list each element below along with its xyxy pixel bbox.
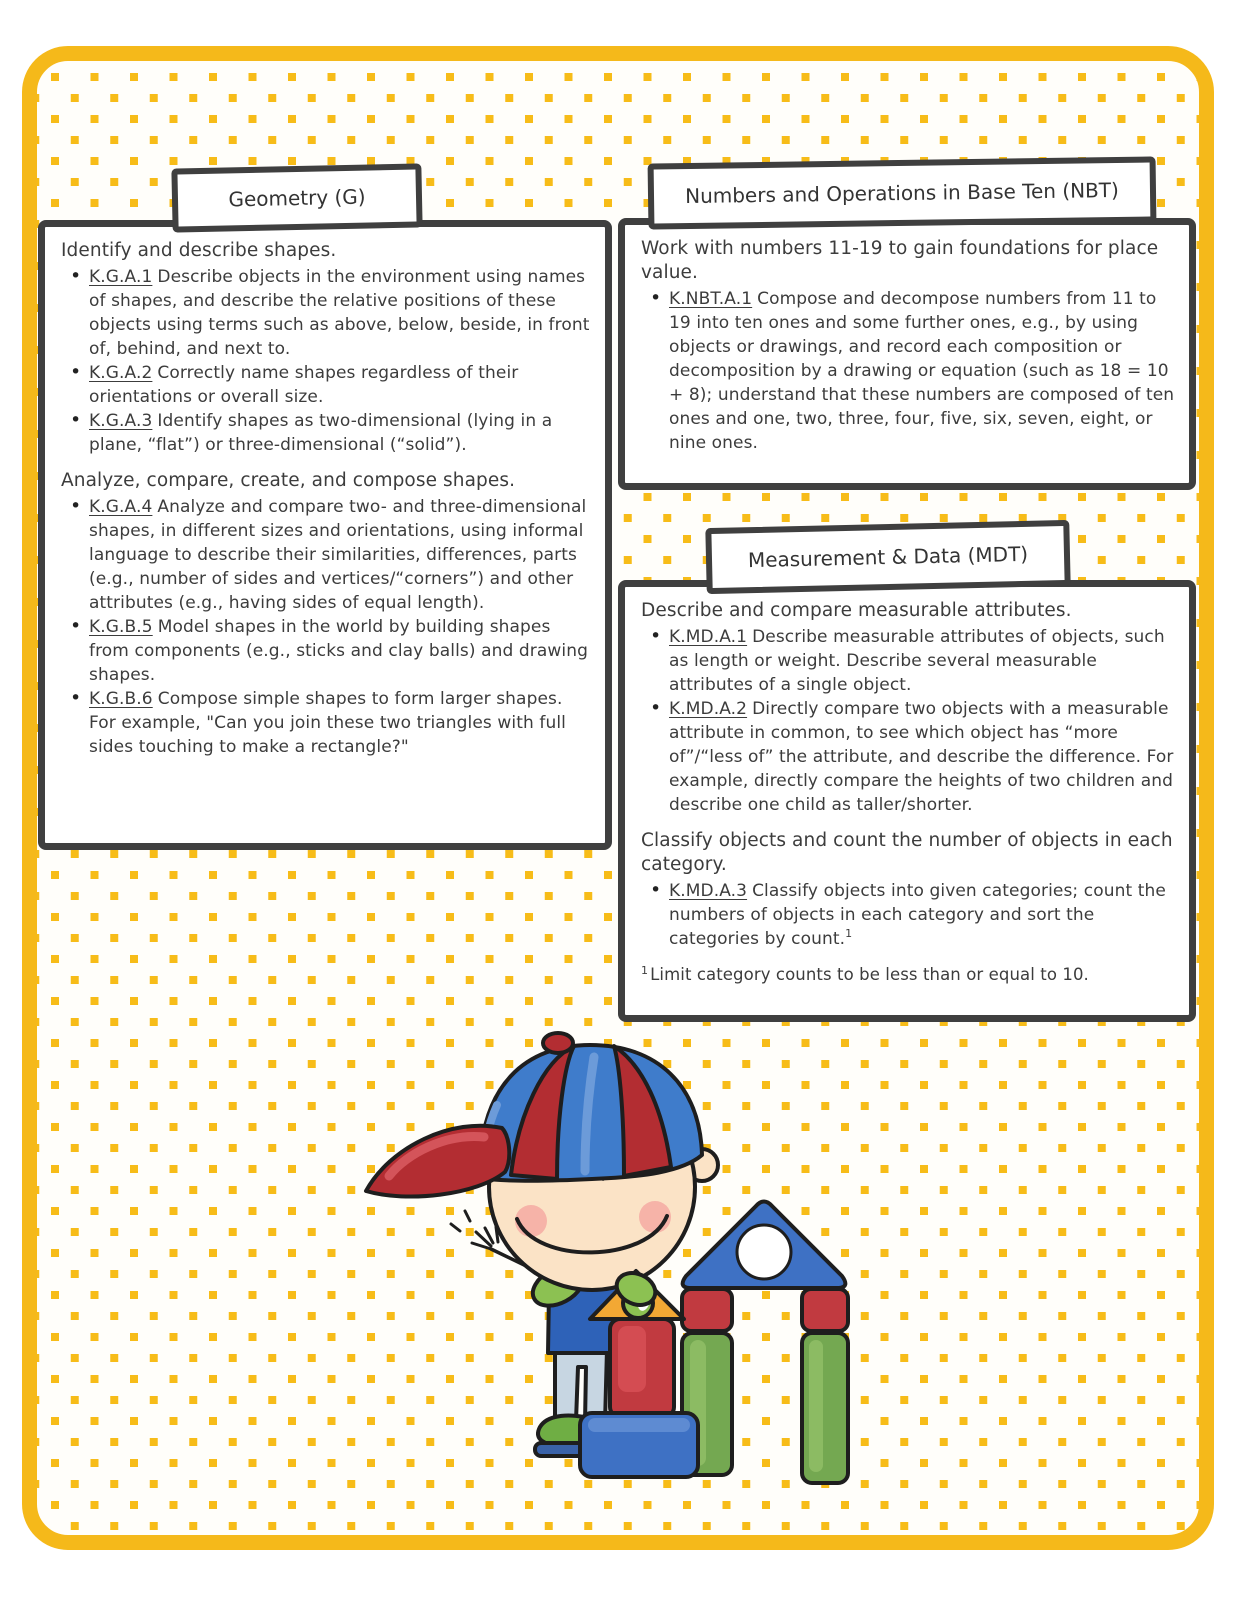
- geometry-cluster-analyze: [61, 469, 591, 759]
- standard-text: Compose simple shapes to form larger shapes. For example, "Can you join these two triangles with full sides touching to make a rectangle?": [89, 689, 566, 757]
- standard-item: [641, 287, 1175, 455]
- footnote-text: Limit category counts to be less than or equal to 10.: [650, 965, 1089, 984]
- standard-code: K.MD.A.3: [669, 881, 748, 901]
- standard-text: Compose and decompose numbers from 11 to 19 into ten ones and some further ones, e.g., by using objects or drawings, and record each composition or decomposition by a drawing or equation (such as 18 = 10 + 8); understand that these numbers are composed of ten ones and one, two, three, four, five, six, seven, eight, or nine ones.: [669, 289, 1175, 453]
- nbt-tab-label: Numbers and Operations in Base Ten (NBT): [684, 177, 1120, 209]
- standard-code: K.G.A.2: [89, 363, 153, 383]
- mdt-tab: [705, 520, 1070, 594]
- standard-text: Correctly name shapes regardless of their orientations or overall size.: [89, 363, 519, 407]
- cluster-heading: Analyze, compare, create, and compose shapes.: [61, 470, 516, 491]
- standard-item: [61, 265, 591, 361]
- standard-item: [61, 615, 591, 687]
- standard-item: [61, 495, 591, 615]
- geometry-tab: [171, 163, 422, 232]
- standard-code: K.G.A.4: [89, 497, 153, 517]
- nbt-cluster-place-value: [641, 237, 1175, 455]
- standard-code: K.MD.A.1: [669, 627, 748, 647]
- nbt-tab: [648, 156, 1157, 229]
- geometry-cluster-identify: [61, 239, 591, 457]
- standard-code: K.G.B.6: [89, 689, 153, 709]
- mdt-section: [618, 580, 1196, 1022]
- waving-hand: [451, 1211, 498, 1249]
- footnote-marker: 1: [845, 927, 853, 941]
- geometry-tab-label: Geometry (G): [228, 184, 366, 212]
- standard-item: [61, 409, 591, 457]
- mdt-tab-label: Measurement & Data (MDT): [747, 541, 1029, 573]
- standard-text: Identify shapes as two-dimensional (lying in a plane, “flat”) or three-dimensional (“solid”).: [89, 411, 553, 455]
- geometry-section: [38, 220, 612, 850]
- standard-text: Describe objects in the environment using names of shapes, and describe the relative positions of these objects using terms such as above, below, beside, in front of, behind, and next to.: [89, 267, 590, 359]
- nbt-content: [625, 225, 1189, 455]
- cluster-heading: Describe and compare measurable attributes.: [641, 600, 1072, 621]
- standard-text: Classify objects into given categories; count the numbers of objects in each category and sort the categories by count.: [669, 881, 1166, 949]
- footnote: [641, 963, 1175, 987]
- standard-item: [641, 625, 1175, 697]
- standard-code: K.NBT.A.1: [669, 289, 753, 309]
- standard-item: [61, 361, 591, 409]
- footnote-marker: 1: [641, 963, 649, 977]
- standard-text: Describe measurable attributes of objects, such as length or weight. Describe several measurable attributes of a single object.: [669, 627, 1165, 695]
- cluster-heading: Classify objects and count the number of objects in each category.: [641, 830, 1173, 875]
- standard-code: K.MD.A.2: [669, 699, 748, 719]
- nbt-section: [618, 218, 1196, 490]
- geometry-content: [45, 227, 605, 759]
- block-arch-structure: [682, 1202, 848, 1484]
- standard-code: K.G.A.3: [89, 411, 153, 431]
- mdt-content: [625, 587, 1189, 987]
- standard-code: K.G.B.5: [89, 617, 153, 637]
- cluster-heading: Work with numbers 11-19 to gain foundations for place value.: [641, 238, 1159, 283]
- standard-item: [641, 879, 1175, 951]
- standard-text: Model shapes in the world by building shapes from components (e.g., sticks and clay balls) and drawing shapes.: [89, 617, 588, 685]
- standard-text: Analyze and compare two- and three-dimensional shapes, in different sizes and orientations, using informal language to describe their similarities, differences, parts (e.g., number of sides and vertices/“corners”) and other attributes (e.g., having sides of equal length).: [89, 497, 587, 613]
- boy-with-blocks-illustration: [352, 1025, 852, 1520]
- mdt-cluster-classify: [641, 829, 1175, 951]
- cluster-heading: Identify and describe shapes.: [61, 240, 337, 261]
- standard-item: [641, 697, 1175, 817]
- standard-text: Directly compare two objects with a measurable attribute in common, to see which object has “more of”/“less of” the attribute, and describe the difference. For example, directly compare the heights of two children and describe one child as taller/shorter.: [669, 699, 1174, 815]
- standard-code: K.G.A.1: [89, 267, 153, 287]
- cap-button: [543, 1033, 573, 1053]
- mdt-cluster-measurable: [641, 599, 1175, 817]
- cap: [366, 1033, 702, 1197]
- standard-item: [61, 687, 591, 759]
